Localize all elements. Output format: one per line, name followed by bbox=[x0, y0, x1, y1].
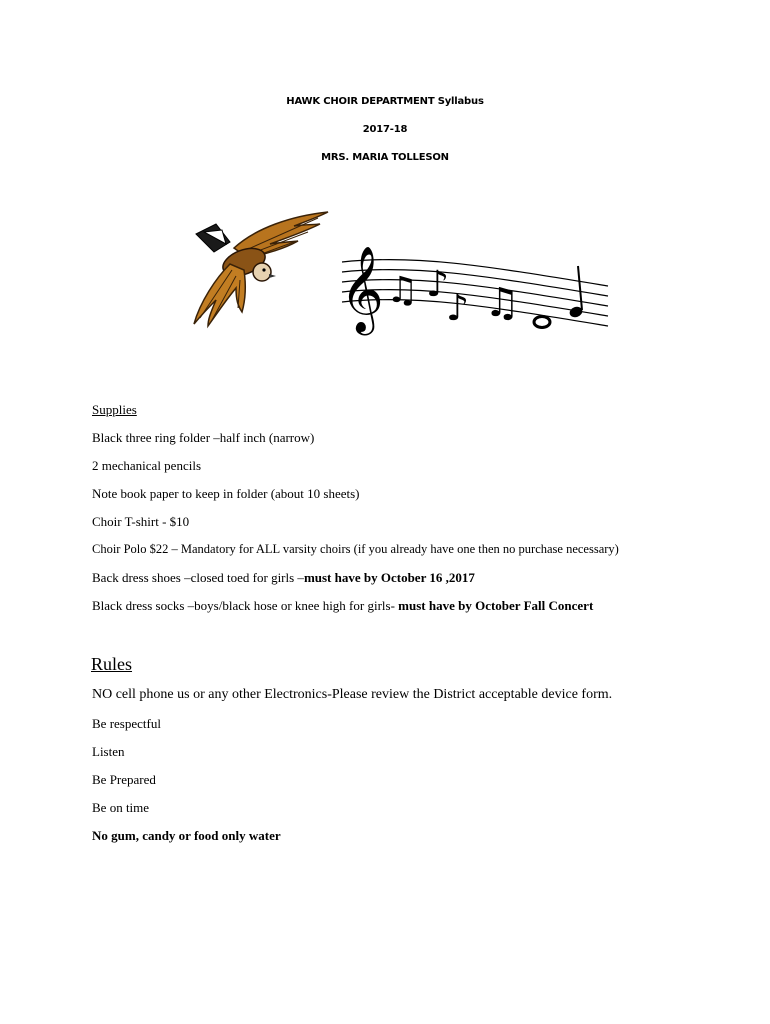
supply-item: Black three ring folder –half inch (narrow) bbox=[92, 430, 315, 445]
supply-item: Back dress shoes –closed toed for girls –must have by October 16 ,2017 bbox=[92, 570, 475, 585]
document-title: HAWK CHOIR DEPARTMENT Syllabus bbox=[286, 96, 484, 107]
supply-item: Note book paper to keep in folder (about 10 sheets) bbox=[92, 486, 360, 501]
supply-item: Choir T-shirt - $10 bbox=[92, 514, 190, 529]
deadline-emphasis: must have by October 16 ,2017 bbox=[303, 570, 475, 585]
music-notes-illustration bbox=[336, 232, 616, 336]
svg-text:𝄞: 𝄞 bbox=[340, 246, 384, 332]
rules-heading: Rules bbox=[91, 654, 133, 674]
rule-item-no-food: No gum, candy or food only water bbox=[92, 828, 281, 843]
hawk-illustration bbox=[186, 208, 336, 330]
svg-text:♫: ♫ bbox=[484, 280, 520, 326]
supply-item: 2 mechanical pencils bbox=[92, 458, 202, 473]
deadline-emphasis: must have by October Fall Concert bbox=[394, 598, 594, 613]
school-year: 2017-18 bbox=[362, 124, 408, 135]
rule-item: Be Prepared bbox=[92, 772, 156, 787]
supply-item: Choir Polo $22 – Mandatory for ALL varsity choirs (if you already have one then no purchase necessary) bbox=[92, 542, 619, 556]
rule-item: Listen bbox=[92, 744, 125, 759]
svg-text:♫: ♫ bbox=[386, 270, 419, 311]
rule-item: Be on time bbox=[92, 800, 150, 815]
rule-item: Be respectful bbox=[92, 716, 161, 731]
teacher-name: MRS. MARIA TOLLESON bbox=[321, 152, 449, 163]
svg-text:♪: ♪ bbox=[446, 288, 469, 329]
supplies-heading: Supplies bbox=[92, 402, 137, 417]
supply-item: Black dress socks –boys/black hose or knee high for girls- must have by October Fall Concert bbox=[92, 598, 594, 613]
rule-item: NO cell phone us or any other Electronics-Please review the District acceptable device form. bbox=[92, 687, 613, 702]
svg-text:♪: ♪ bbox=[426, 264, 449, 305]
